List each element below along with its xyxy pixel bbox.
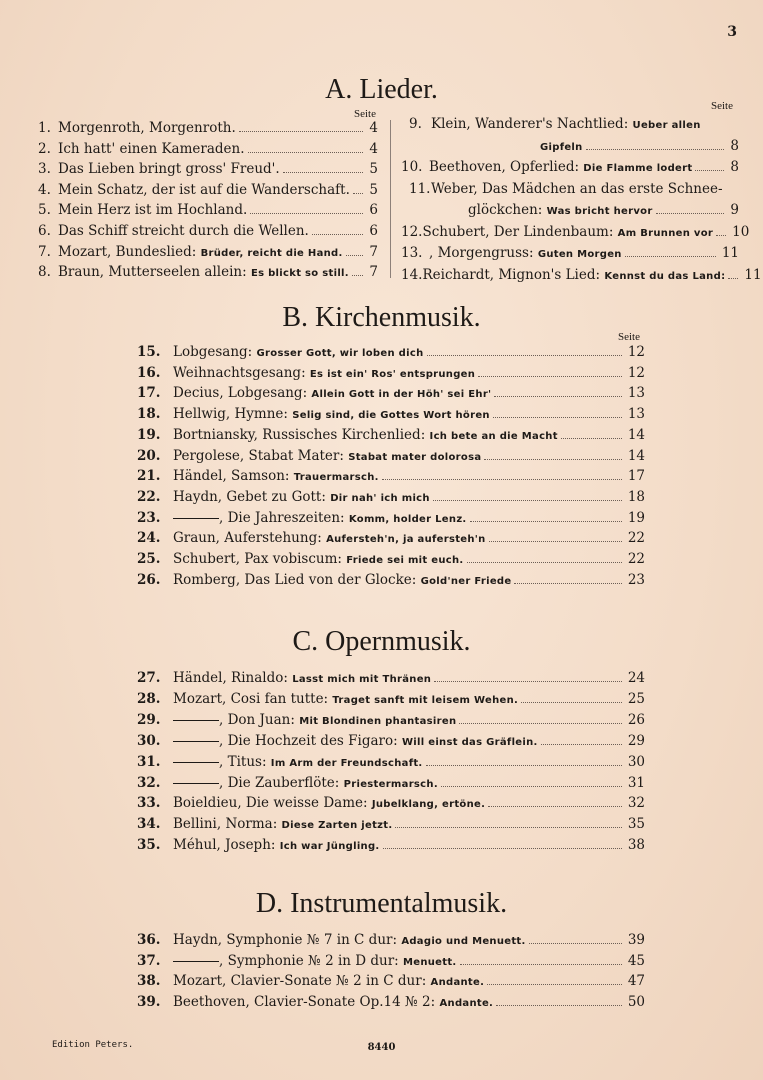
item-incipit: Lasst mich mit Thränen [292, 674, 432, 685]
ditto-blank-line [173, 518, 219, 519]
item-work: Weber, Das Mädchen an das erste Schnee- [431, 180, 723, 197]
leader-dots [383, 848, 622, 849]
list-item [137, 448, 645, 468]
leader-dots [352, 275, 364, 276]
item-incipit: Adagio und Menuett. [401, 936, 526, 947]
item-incipit: Allein Gott in der Höh' sei Ehr' [311, 389, 492, 401]
item-incipit: Stabat mater dolorosa [348, 451, 482, 463]
item-page: 5 [369, 161, 378, 178]
item-number: 10. [401, 159, 423, 175]
item-number: 12. [401, 223, 423, 240]
plate-number: 8440 [367, 1042, 396, 1053]
item-title [173, 932, 526, 948]
list-item [137, 953, 645, 973]
item-page: 18 [627, 488, 645, 505]
item-title [173, 691, 518, 707]
list-item [401, 159, 739, 179]
item-title [173, 733, 538, 749]
publisher-imprint: Edition Peters. [52, 1040, 134, 1050]
item-number: 31. [137, 753, 161, 770]
item-page: 30 [627, 753, 645, 770]
item-work: Méhul, Joseph: [173, 837, 280, 854]
item-work: Mozart, Clavier-Sonate № 2 in C dur: [173, 973, 431, 990]
item-title [173, 365, 475, 381]
list-item [38, 264, 378, 284]
item-work: Mein Schatz, der ist auf die Wanderschaft. [58, 181, 350, 198]
leader-dots [716, 235, 726, 236]
item-page: 29 [627, 732, 645, 749]
leader-dots [353, 193, 364, 194]
item-number: 5. [38, 202, 51, 219]
leader-dots [427, 355, 622, 356]
item-work: Das Lieben bringt gross' Freud'. [58, 161, 280, 178]
item-work: Romberg, Das Lied von der Glocke: [173, 571, 421, 588]
item-incipit: Am Brunnen vor [617, 227, 714, 239]
leader-dots [478, 376, 622, 377]
list-item [38, 202, 378, 222]
item-number: 37. [137, 952, 161, 969]
list-item [401, 223, 750, 244]
item-number: 25. [137, 551, 161, 567]
list-item [137, 427, 645, 447]
leader-dots [441, 786, 622, 787]
leader-dots [467, 562, 622, 563]
item-page: 12 [627, 344, 645, 360]
item-number: 26. [137, 571, 161, 588]
item-title [58, 223, 309, 239]
ditto-blank-line [173, 783, 219, 784]
item-number: 14. [401, 266, 423, 283]
item-incipit: Komm, holder Lenz. [348, 513, 467, 525]
item-page: 31 [627, 774, 645, 791]
item-title [173, 468, 379, 484]
item-work: Schubert, Pax vobiscum: [173, 551, 347, 567]
item-page: 32 [627, 795, 645, 812]
leader-dots [625, 256, 716, 257]
item-title [58, 264, 349, 280]
leader-dots [529, 943, 622, 944]
leader-dots [489, 541, 622, 542]
list-item [409, 181, 739, 201]
item-title [173, 816, 392, 832]
item-title [431, 116, 701, 132]
item-incipit: Jubelklang, ertöne. [371, 799, 486, 811]
list-item [38, 223, 378, 243]
item-incipit: Will einst das Gräflein. [401, 736, 538, 748]
leader-dots [434, 681, 622, 682]
list-item [137, 510, 645, 530]
item-page: 10 [732, 223, 750, 240]
item-page: 6 [369, 223, 378, 239]
item-incipit: Kennst du das Land: [604, 270, 726, 282]
item-incipit: Trauermarsch. [293, 472, 379, 484]
item-incipit: Brüder, reicht die Hand. [200, 247, 343, 259]
item-title [173, 994, 493, 1010]
item-number: 30. [137, 732, 161, 749]
item-work: Schubert, Der Lindenbaum: [422, 223, 618, 240]
list-item [409, 116, 739, 136]
item-incipit: Priestermarsch. [343, 778, 438, 790]
item-incipit-continued: Gipfeln [540, 141, 583, 153]
list-item [137, 489, 645, 509]
item-page: 8 [730, 159, 739, 175]
item-incipit: Im Arm der Freundschaft. [270, 757, 423, 769]
item-number: 4. [38, 181, 51, 198]
item-title-continued [468, 202, 653, 218]
ditto-blank-line [173, 961, 219, 962]
list-item [38, 244, 378, 264]
item-incipit: Guten Morgen [537, 249, 622, 260]
item-number: 34. [137, 816, 161, 833]
item-page: 7 [369, 264, 378, 281]
leader-dots [248, 152, 364, 153]
item-page: 38 [627, 837, 645, 854]
item-page: 14 [627, 426, 645, 443]
item-work: Lobgesang: [173, 344, 257, 360]
list-item [137, 530, 645, 550]
item-title [58, 141, 245, 157]
item-work: Haydn, Gebet zu Gott: [173, 488, 331, 505]
item-title [173, 344, 424, 360]
item-title [173, 973, 484, 989]
item-page: 45 [627, 952, 645, 969]
item-work: Weihnachtsgesang: [173, 364, 310, 381]
item-page: 11 [721, 245, 739, 261]
item-title [173, 712, 456, 728]
list-item [137, 712, 645, 732]
item-page: 22 [627, 530, 645, 547]
section-title-b: B. Kirchenmusik. [282, 302, 481, 333]
item-work: Ich hatt' einen Kameraden. [58, 140, 245, 157]
item-incipit: Selig sind, die Gottes Wort hören [292, 410, 490, 422]
item-title [173, 837, 380, 853]
item-work: Boieldieu, Die weisse Dame: [173, 795, 372, 812]
item-number: 38. [137, 973, 161, 990]
item-work: Beethoven, Opferlied: [429, 159, 584, 175]
item-number: 24. [137, 530, 161, 547]
item-number: 22. [137, 488, 161, 505]
item-work: Morgenroth, Morgenroth. [58, 120, 236, 136]
list-item [137, 691, 645, 711]
item-page: 13 [627, 406, 645, 423]
item-number: 36. [137, 932, 161, 948]
item-number: 8. [38, 264, 51, 281]
item-page: 39 [627, 932, 645, 948]
list-item [137, 816, 645, 836]
item-page: 4 [369, 120, 378, 136]
item-incipit: Andante. [430, 977, 485, 989]
item-page: 9 [730, 202, 739, 218]
list-item [401, 245, 739, 265]
item-page: 22 [627, 551, 645, 567]
item-work: Decius, Lobgesang: [173, 385, 312, 402]
item-incipit: Traget sanft mit leisem Wehen. [332, 694, 519, 706]
list-item [38, 161, 378, 181]
item-work: Haydn, Symphonie № 7 in C dur: [173, 932, 402, 948]
item-work: , Don Juan: [219, 711, 300, 728]
list-item [137, 973, 645, 993]
item-title [58, 120, 236, 136]
item-work: Mozart, Bundeslied: [58, 243, 201, 260]
item-work: , Die Zauberflöte: [219, 774, 344, 791]
leader-dots [496, 1005, 622, 1006]
item-title [173, 953, 457, 969]
item-page: 24 [627, 670, 645, 686]
list-item [137, 670, 645, 690]
item-page: 6 [369, 202, 378, 219]
item-page: 13 [627, 385, 645, 402]
leader-dots [382, 479, 622, 480]
item-incipit: Aufersteh'n, ja aufersteh'n [326, 534, 486, 546]
leader-dots [728, 278, 738, 279]
seite-label-b: Seite [618, 331, 640, 343]
item-number: 7. [38, 243, 51, 260]
list-item [137, 837, 645, 857]
item-number: 39. [137, 993, 161, 1010]
item-title [173, 775, 438, 791]
item-page: 12 [627, 364, 645, 381]
item-title [173, 406, 490, 422]
list-item [137, 572, 645, 592]
item-number: 18. [137, 406, 161, 423]
item-work: Braun, Mutterseelen allein: [58, 264, 251, 281]
leader-dots [494, 396, 621, 397]
item-page: 4 [369, 140, 378, 157]
item-number: 17. [137, 385, 161, 402]
leader-dots [239, 131, 364, 132]
item-work: , Titus: [219, 753, 271, 770]
item-title [173, 551, 464, 567]
item-page: 50 [627, 993, 645, 1010]
item-number: 29. [137, 711, 161, 728]
item-work: Händel, Samson: [173, 468, 294, 485]
item-work: , Die Hochzeit des Figaro: [219, 732, 402, 749]
item-incipit: Menuett. [403, 956, 457, 968]
item-work: Reichardt, Mignon's Lied: [422, 266, 605, 283]
item-page: 19 [627, 509, 645, 526]
item-title [173, 670, 431, 686]
leader-dots [586, 149, 725, 150]
leader-dots [561, 438, 622, 439]
leader-dots [695, 170, 724, 171]
list-item [137, 795, 645, 815]
item-title [173, 795, 485, 811]
item-work: Bortniansky, Russisches Kirchenlied: [173, 426, 430, 443]
list-item [137, 551, 645, 571]
item-page: 26 [627, 711, 645, 728]
leader-dots [250, 213, 363, 214]
list-item [38, 182, 378, 202]
item-number: 2. [38, 140, 51, 157]
item-number: 13. [401, 245, 423, 261]
item-number: 21. [137, 468, 161, 485]
list-item [137, 775, 645, 795]
item-incipit: Ueber allen [632, 120, 701, 131]
item-number: 15. [137, 344, 161, 360]
section-title-a: A. Lieder. [325, 74, 438, 105]
item-work: Beethoven, Clavier-Sonate Op.14 № 2: [173, 993, 440, 1010]
item-incipit: Andante. [439, 997, 494, 1009]
item-incipit: Grosser Gott, wir loben dich [256, 348, 424, 359]
list-item [137, 733, 645, 753]
item-incipit: Die Flamme lodert [583, 163, 693, 174]
leader-dots [514, 583, 621, 584]
leader-dots [656, 213, 725, 214]
item-number: 32. [137, 774, 161, 791]
item-title [431, 181, 723, 197]
page-number: 3 [727, 24, 737, 40]
leader-dots [426, 765, 622, 766]
item-title [173, 448, 481, 464]
item-work: , Die Jahreszeiten: [219, 509, 349, 526]
seite-label-a-right: Seite [711, 100, 733, 112]
item-incipit: Dir nah' ich mich [330, 492, 430, 504]
item-work: , Morgengruss: [429, 245, 538, 261]
list-item [38, 120, 378, 140]
item-page: 23 [627, 571, 645, 588]
item-page: 47 [627, 973, 645, 990]
item-title [173, 572, 511, 588]
item-work: Klein, Wanderer's Nachtlied: [431, 116, 633, 132]
item-work: Mozart, Cosi fan tutte: [173, 690, 333, 707]
item-work-continued: glöckchen: [468, 202, 547, 218]
item-page: 11 [744, 266, 762, 283]
item-number: 3. [38, 161, 51, 178]
leader-dots [488, 806, 622, 807]
item-title [58, 161, 280, 177]
leader-dots [541, 744, 622, 745]
list-item [38, 141, 378, 161]
leader-dots [395, 827, 621, 828]
item-page: 8 [730, 137, 739, 154]
ditto-blank-line [173, 720, 219, 721]
item-page: 14 [627, 447, 645, 464]
item-title [422, 224, 713, 240]
item-number: 1. [38, 120, 51, 136]
list-item [137, 344, 645, 364]
list-item [137, 994, 645, 1014]
leader-dots [459, 723, 621, 724]
leader-dots [484, 459, 621, 460]
leader-dots [487, 984, 622, 985]
ditto-blank-line [173, 762, 219, 763]
list-item [137, 365, 645, 385]
item-title [58, 244, 343, 260]
ditto-blank-line [173, 741, 219, 742]
item-incipit: Mit Blondinen phantasiren [299, 715, 457, 727]
item-work: Bellini, Norma: [173, 816, 282, 833]
leader-dots [521, 702, 622, 703]
item-work: Graun, Auferstehung: [173, 530, 327, 547]
item-page: 7 [369, 243, 378, 260]
leader-dots [346, 255, 364, 256]
section-title-c: C. Opernmusik. [292, 626, 471, 657]
list-item [401, 266, 762, 287]
item-incipit: Gold'ner Friede [420, 575, 512, 587]
item-page: 5 [369, 181, 378, 198]
list-item [137, 385, 645, 405]
item-work: Händel, Rinaldo: [173, 670, 293, 686]
item-title [173, 530, 486, 546]
item-incipit: Es blickt so still. [250, 268, 349, 280]
item-incipit: Es ist ein' Ros' entsprungen [309, 368, 476, 380]
item-page: 17 [627, 468, 645, 485]
item-incipit: Ich war Jüngling. [279, 841, 380, 853]
item-incipit: Friede sei mit euch. [346, 555, 464, 566]
item-number: 9. [409, 116, 422, 132]
list-item [137, 406, 645, 426]
item-title [173, 754, 423, 770]
item-number: 33. [137, 795, 161, 812]
item-incipit: Was bricht hervor [546, 206, 653, 217]
list-item [137, 468, 645, 488]
item-title [422, 267, 725, 283]
item-work: Hellwig, Hymne: [173, 406, 293, 423]
item-number: 23. [137, 509, 161, 526]
item-number: 6. [38, 223, 51, 239]
leader-dots [283, 172, 364, 173]
item-number: 19. [137, 426, 161, 443]
item-page: 25 [627, 690, 645, 707]
seite-label-a-left: Seite [354, 108, 376, 120]
item-page: 35 [627, 816, 645, 833]
item-number: 20. [137, 447, 161, 464]
item-work: Mein Herz ist im Hochland. [58, 202, 248, 219]
item-work: , Symphonie № 2 in D dur: [219, 952, 404, 969]
item-title [173, 489, 430, 505]
leader-dots [493, 417, 622, 418]
item-title [173, 510, 467, 526]
list-item [137, 932, 645, 952]
item-number: 27. [137, 670, 161, 686]
item-number: 11. [409, 180, 431, 197]
item-incipit: Diese Zarten jetzt. [281, 820, 393, 832]
leader-dots [470, 521, 622, 522]
column-divider [390, 120, 391, 278]
section-title-d: D. Instrumentalmusik. [255, 888, 508, 919]
leader-dots [460, 964, 622, 965]
leader-dots [312, 234, 364, 235]
item-title [429, 245, 622, 261]
list-item-continuation [468, 202, 739, 222]
item-title [173, 427, 558, 443]
item-work: Das Schiff streicht durch die Wellen. [58, 223, 309, 239]
list-item [137, 754, 645, 774]
item-number: 16. [137, 364, 161, 381]
leader-dots [433, 500, 622, 501]
list-item-continuation [540, 138, 739, 158]
item-work: Pergolese, Stabat Mater: [173, 447, 349, 464]
item-title [173, 385, 491, 401]
item-title [58, 182, 350, 198]
item-title [58, 202, 247, 218]
item-incipit: Ich bete an die Macht [429, 430, 558, 442]
item-number: 28. [137, 690, 161, 707]
item-title [429, 159, 692, 175]
item-number: 35. [137, 837, 161, 854]
